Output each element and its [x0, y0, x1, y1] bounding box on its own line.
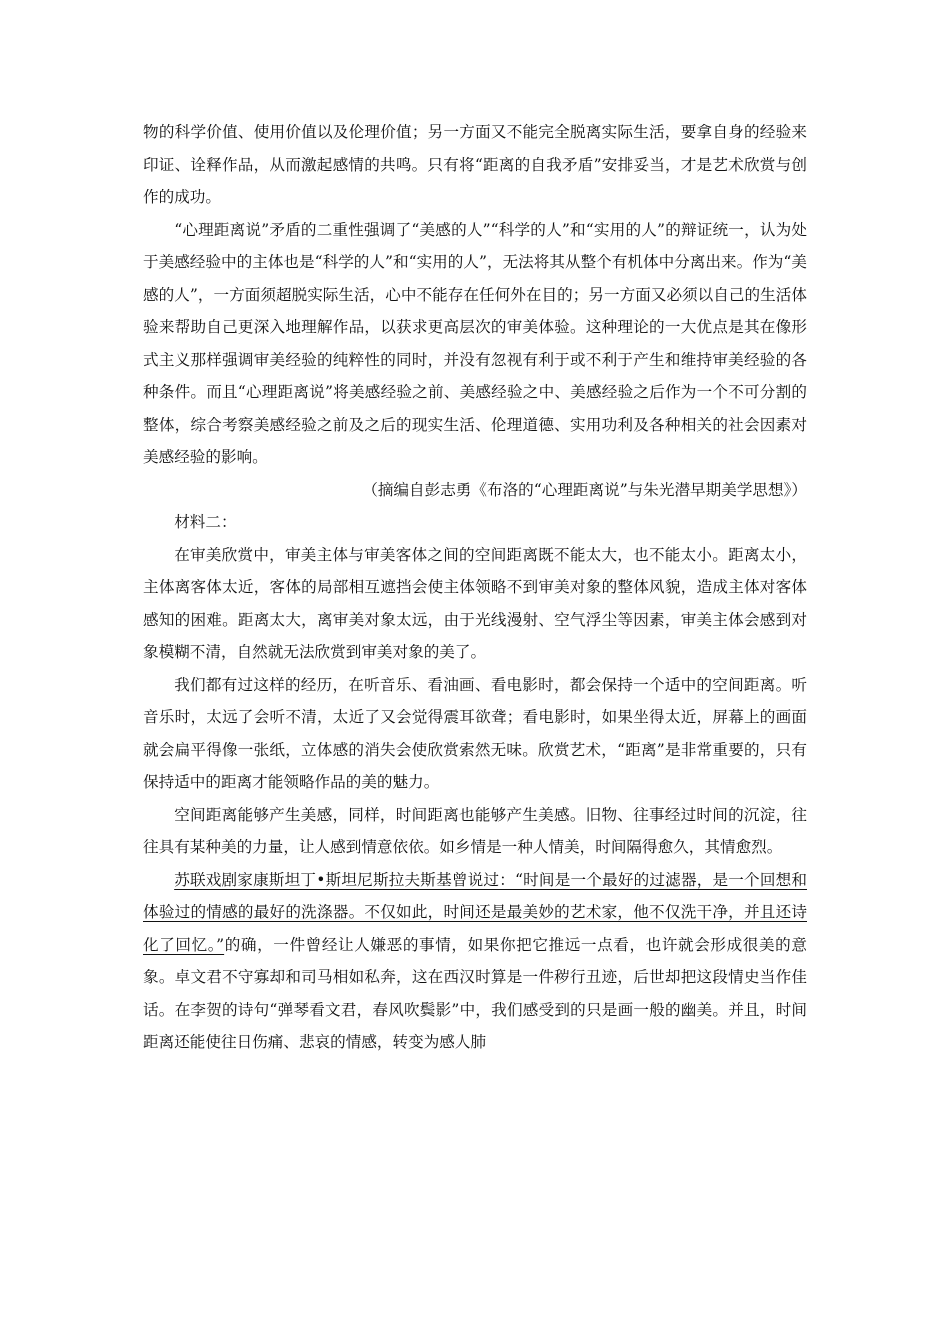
document-page [143, 116, 807, 1059]
material-2-heading: 材料二： [174, 513, 237, 531]
underlined-quote: 苏联戏剧家康斯坦丁•斯坦尼斯拉夫斯基曾说过：“时间是一个最好的过滤器，是一个回想和体验过的情感的最好的洗涤器。不仅如此，时间还是最美妙的艺术家，他不仅洗干净，并且还诗化了回忆。” [143, 870, 807, 954]
paragraph-4: 我们都有过这样的经历，在听音乐、看油画、看电影时，都会保持一个适中的空间距离。听音乐时，太远了会听不清，太近了又会觉得震耳欲聋；看电影时，如果坐得太近，屏幕上的画面就会扁平得像一张纸，立体感的消失会使欣赏索然无味。欣赏艺术，“距离”是非常重要的，只有保持适中的距离才能领略作品的美的魅力。 [143, 675, 807, 791]
paragraph-6 [143, 864, 807, 1059]
paragraph-1: 物的科学价值、使用价值以及伦理价值；另一方面又不能完全脱离实际生活，要拿自身的经验来印证、诠释作品，从而激起感情的共鸣。只有将“距离的自我矛盾”安排妥当，才是艺术欣赏与创作的成功。 [143, 123, 807, 206]
source-citation: （摘编自彭志勇《布洛的“心理距离说”与朱光潜早期美学思想》） [362, 480, 807, 499]
paragraph-6-rest: 的确，一件曾经让人嫌恶的事情，如果你把它推远一点看，也许就会形成很美的意象。卓文君不守寡却和司马相如私奔，这在西汉时算是一件秽行丑迹，后世却把这段情史当作佳话。在李贺的诗句“弹琴看文君，春风吹鬓影”中，我们感受到的只是画一般的幽美。并且，时间距离还能使往日伤痛、悲哀的情感，转变为感人肺 [143, 935, 807, 1051]
paragraph-3: 在审美欣赏中，审美主体与审美客体之间的空间距离既不能太大，也不能太小。距离太小，主体离客体太近，客体的局部相互遮挡会使主体领略不到审美对象的整体风貌，造成主体对客体感知的困难。距离太大，离审美对象太远，由于光线漫射、空气浮尘等因素，审美主体会感到对象模糊不清，自然就无法欣赏到审美对象的美了。 [143, 545, 807, 661]
paragraph-5: 空间距离能够产生美感，同样，时间距离也能够产生美感。旧物、往事经过时间的沉淀，往往具有某种美的力量，让人感到情意依依。如乡情是一种人情美，时间隔得愈久，其情愈烈。 [143, 805, 807, 856]
paragraph-2: “心理距离说”矛盾的二重性强调了“美感的人”“科学的人”和“实用的人”的辩证统一，认为处于美感经验中的主体也是“科学的人”和“实用的人”，无法将其从整个有机体中分离出来。作为“美感的人”，一方面须超脱实际生活，心中不能存在任何外在目的；另一方面又必须以自己的生活体验来帮助自己更深入地理解作品，以获求更高层次的审美体验。这种理论的一大优点是其在像形式主义那样强调审美经验的纯粹性的同时，并没有忽视有利于或不利于产生和维持审美经验的各种条件。而且“心理距离说”将美感经验之前、美感经验之中、美感经验之后作为一个不可分割的整体，综合考察美感经验之前及之后的现实生活、伦理道德、实用功利及各种相关的社会因素对美感经验的影响。 [143, 220, 807, 466]
